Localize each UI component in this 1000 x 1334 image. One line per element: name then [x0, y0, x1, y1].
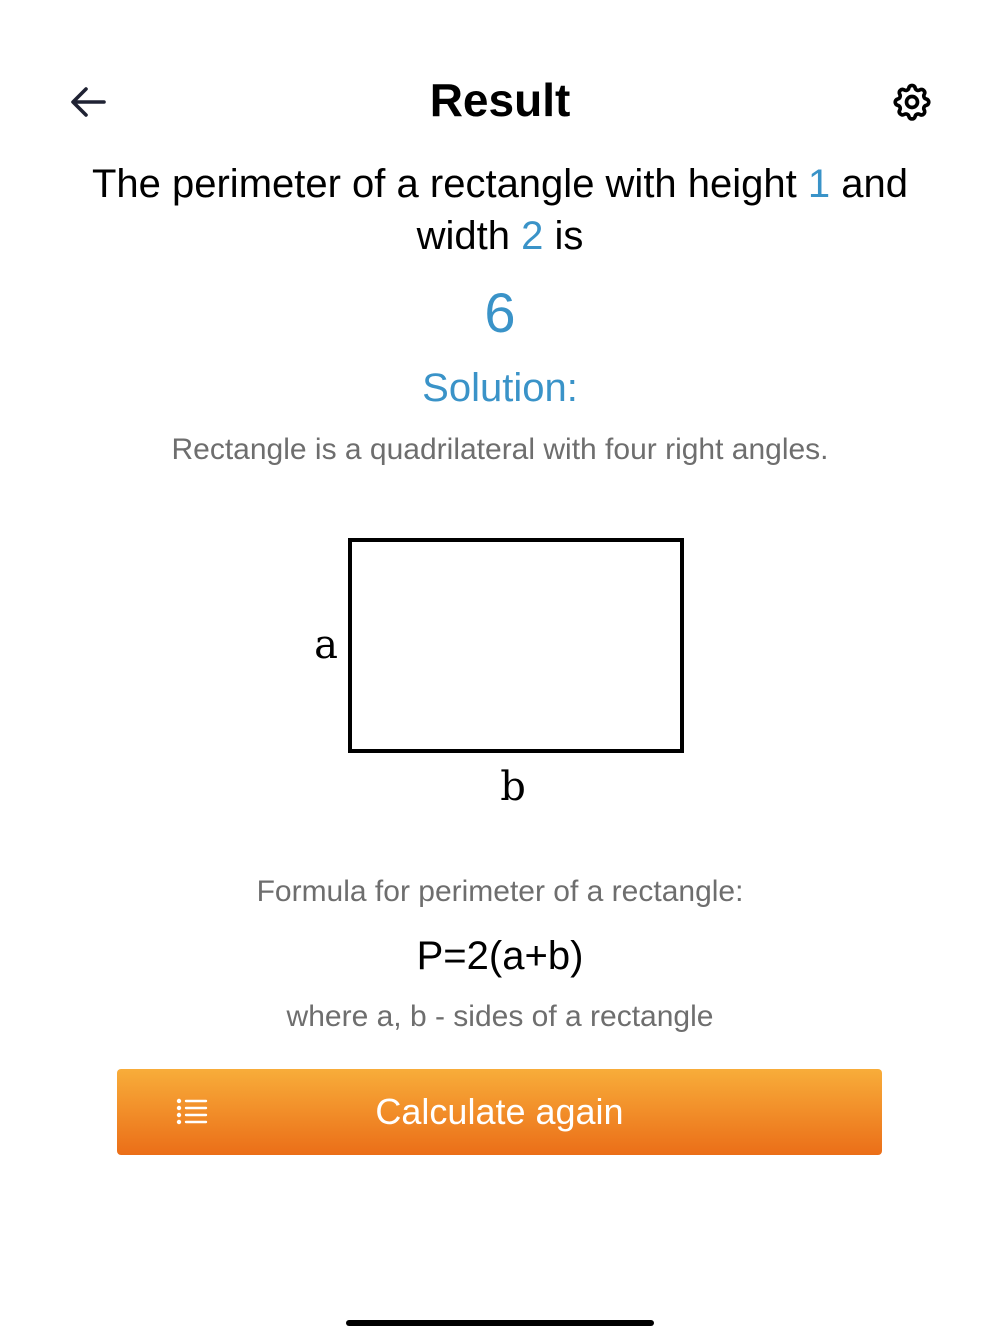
rectangle-diagram	[300, 530, 700, 820]
formula-expression: P=2(a+b)	[416, 934, 584, 978]
height-value: 1	[807, 162, 831, 206]
width-value: 2	[521, 214, 544, 258]
calculate-again-label: Calculate again	[375, 1091, 624, 1132]
statement-prefix: The perimeter of a rectangle with height	[91, 162, 797, 206]
calculate-again-button[interactable]	[117, 1069, 882, 1155]
statement-middle: and width	[416, 162, 909, 258]
formula-title: Formula for perimeter of a rectangle:	[256, 875, 744, 908]
result-statement	[60, 158, 940, 262]
rectangle-shape	[350, 540, 682, 751]
solution-description: Rectangle is a quadrilateral with four right angles.	[171, 433, 829, 466]
side-a-label: a	[314, 622, 338, 668]
gear-icon	[890, 80, 934, 124]
home-indicator[interactable]	[346, 1320, 654, 1326]
page-title: Result	[429, 74, 571, 126]
result-value: 6	[484, 281, 516, 344]
solution-heading: Solution:	[422, 366, 578, 410]
settings-button[interactable]	[884, 74, 940, 130]
header	[0, 60, 1000, 140]
formula-note: where a, b - sides of a rectangle	[286, 1000, 714, 1033]
side-b-label: b	[500, 764, 526, 810]
statement-suffix: is	[554, 214, 584, 258]
